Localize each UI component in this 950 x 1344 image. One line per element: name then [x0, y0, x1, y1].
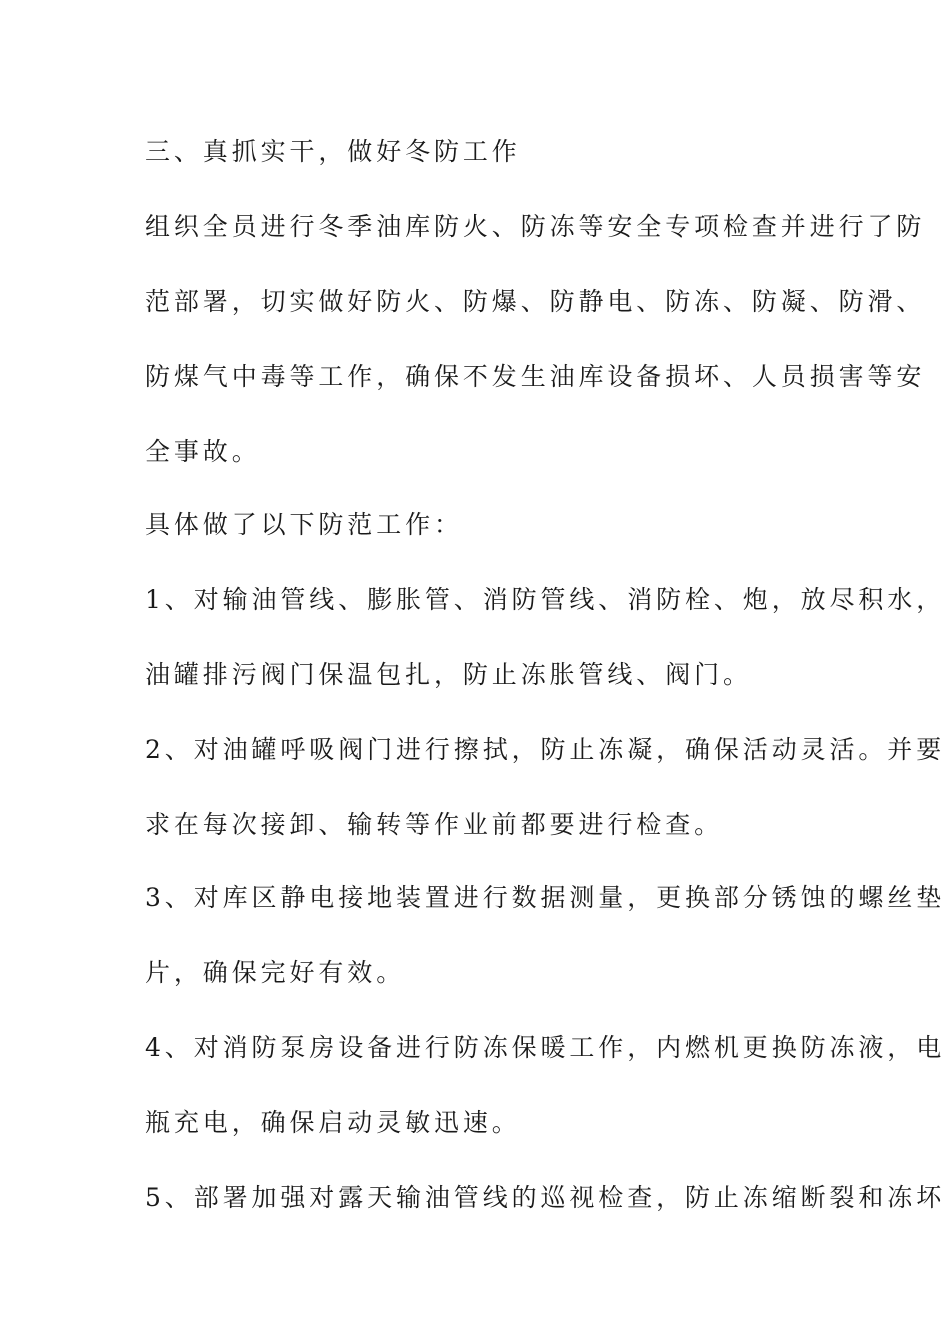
section-heading: 三、真抓实干，做好冬防工作: [145, 137, 521, 166]
list-item-line: 求在每次接卸、输转等作业前都要进行检查。: [145, 810, 724, 839]
list-item-line: 2、对油罐呼吸阀门进行擦拭，防止冻凝，确保活动灵活。并要: [145, 735, 946, 764]
list-item-line: 油罐排污阀门保温包扎，防止冻胀管线、阀门。: [145, 660, 752, 689]
paragraph-line: 组织全员进行冬季油库防火、防冻等安全专项检查并进行了防: [145, 212, 926, 241]
list-item-line: 片，确保完好有效。: [145, 958, 406, 987]
paragraph-line: 具体做了以下防范工作：: [145, 510, 463, 539]
paragraph-line: 范部署，切实做好防火、防爆、防静电、防冻、防凝、防滑、: [145, 287, 926, 316]
list-item-line: 4、对消防泵房设备进行防冻保暖工作，内燃机更换防冻液，电: [145, 1033, 946, 1062]
list-item-line: 5、部署加强对露天输油管线的巡视检查，防止冻缩断裂和冻坏: [145, 1183, 946, 1212]
paragraph-line: 全事故。: [145, 437, 261, 466]
list-item-line: 瓶充电，确保启动灵敏迅速。: [145, 1108, 521, 1137]
list-item-line: 3、对库区静电接地装置进行数据测量，更换部分锈蚀的螺丝垫: [145, 883, 946, 912]
paragraph-line: 防煤气中毒等工作，确保不发生油库设备损坏、人员损害等安: [145, 362, 926, 391]
list-item-line: 1、对输油管线、膨胀管、消防管线、消防栓、炮，放尽积水，: [145, 585, 946, 614]
